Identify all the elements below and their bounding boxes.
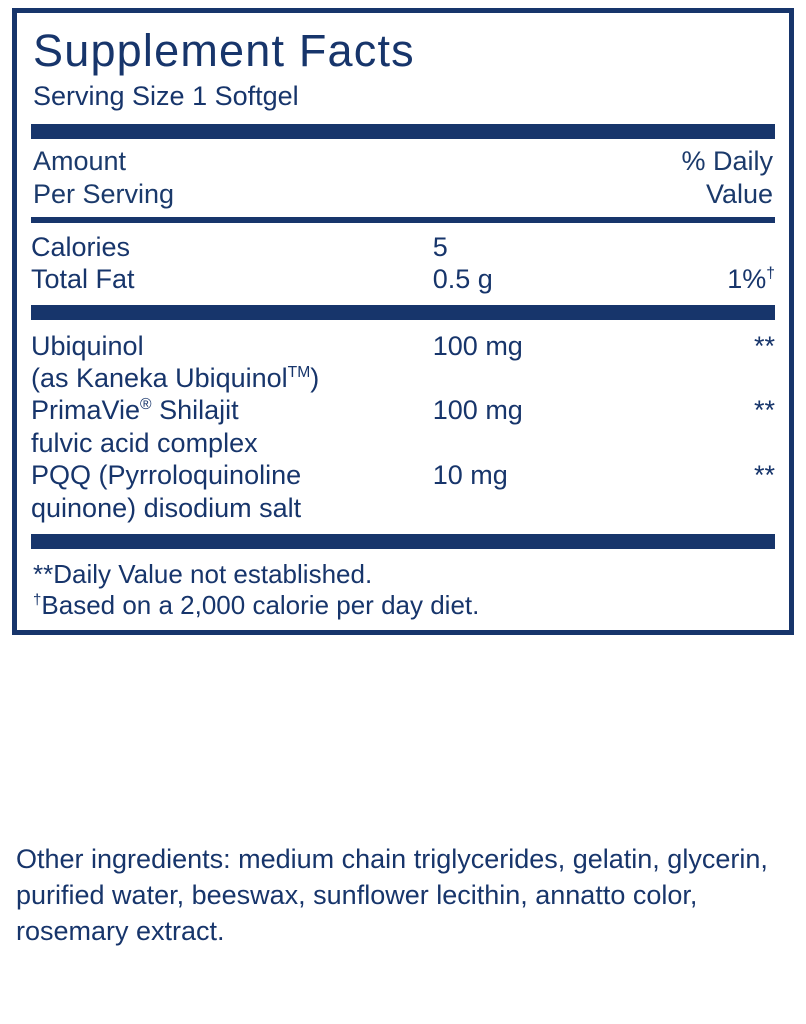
ingredient-dv: ** [753, 395, 775, 426]
nutrient-amount: 5 [432, 231, 448, 262]
ingredient-amount: 10 mg [432, 460, 508, 491]
ingredient-dv: ** [753, 330, 775, 361]
amount-per-serving-header [33, 145, 174, 211]
ingredient-name: PQQ (Pyrroloquinoline [31, 460, 302, 491]
ingredient-name: PrimaVie® Shilajit [31, 395, 239, 426]
column-headers [31, 139, 775, 217]
ingredient-amount: 100 mg [432, 395, 523, 426]
trademark-marker: TM [287, 363, 311, 381]
footnotes [31, 549, 775, 630]
table-row [31, 320, 775, 362]
table-row [31, 492, 775, 524]
footnote-calorie-basis: †Based on a 2,000 calorie per day diet. [33, 589, 480, 620]
table-row [31, 459, 775, 491]
ingredient-dv: ** [753, 460, 775, 491]
registered-marker: ® [140, 396, 152, 414]
other-ingredients: Other ingredients: medium chain triglycerides, gelatin, glycerin, purified water, beeswax, sunflower lecithin, annatto color, rosemary extract. [16, 844, 768, 946]
ingredient-subtext: fulvic acid complex [31, 427, 258, 458]
table-row [31, 427, 775, 459]
amount-header-line2: Per Serving [33, 178, 175, 209]
footnote-daily-value: **Daily Value not established. [33, 558, 373, 589]
ingredient-subtext: (as Kaneka Ubiquinol™) [31, 362, 320, 393]
nutrient-name: Calories [31, 231, 131, 262]
nutrient-dv: 1%† [727, 264, 775, 295]
facts-panel-inner [17, 13, 789, 630]
facts-panel [12, 8, 794, 635]
ingredient-subtext: quinone) disodium salt [31, 492, 302, 523]
dagger-marker: † [766, 265, 775, 283]
basic-nutrients-table [31, 223, 775, 305]
daily-value-header [681, 145, 773, 211]
ingredient-amount: 100 mg [432, 330, 523, 361]
divider-thick-bottom [31, 534, 775, 549]
table-row [31, 394, 775, 426]
active-ingredients-table [31, 320, 775, 524]
dagger-marker: † [33, 590, 42, 608]
table-row [31, 223, 775, 263]
nutrient-dv [656, 223, 775, 263]
spacer [31, 524, 775, 534]
table-row [31, 362, 775, 394]
divider-thick-middle [31, 305, 775, 320]
divider-thick-top [31, 124, 775, 139]
page-title: Supplement Facts [33, 25, 415, 76]
dv-header-line1: % Daily [681, 145, 773, 176]
ingredient-name: Ubiquinol [31, 330, 144, 361]
nutrient-name: Total Fat [31, 264, 135, 295]
dv-header-line2: Value [705, 178, 773, 209]
table-row [31, 263, 775, 304]
serving-size: Serving Size 1 Softgel [33, 81, 299, 112]
nutrient-amount: 0.5 g [432, 264, 493, 295]
amount-header-line1: Amount [33, 145, 127, 176]
